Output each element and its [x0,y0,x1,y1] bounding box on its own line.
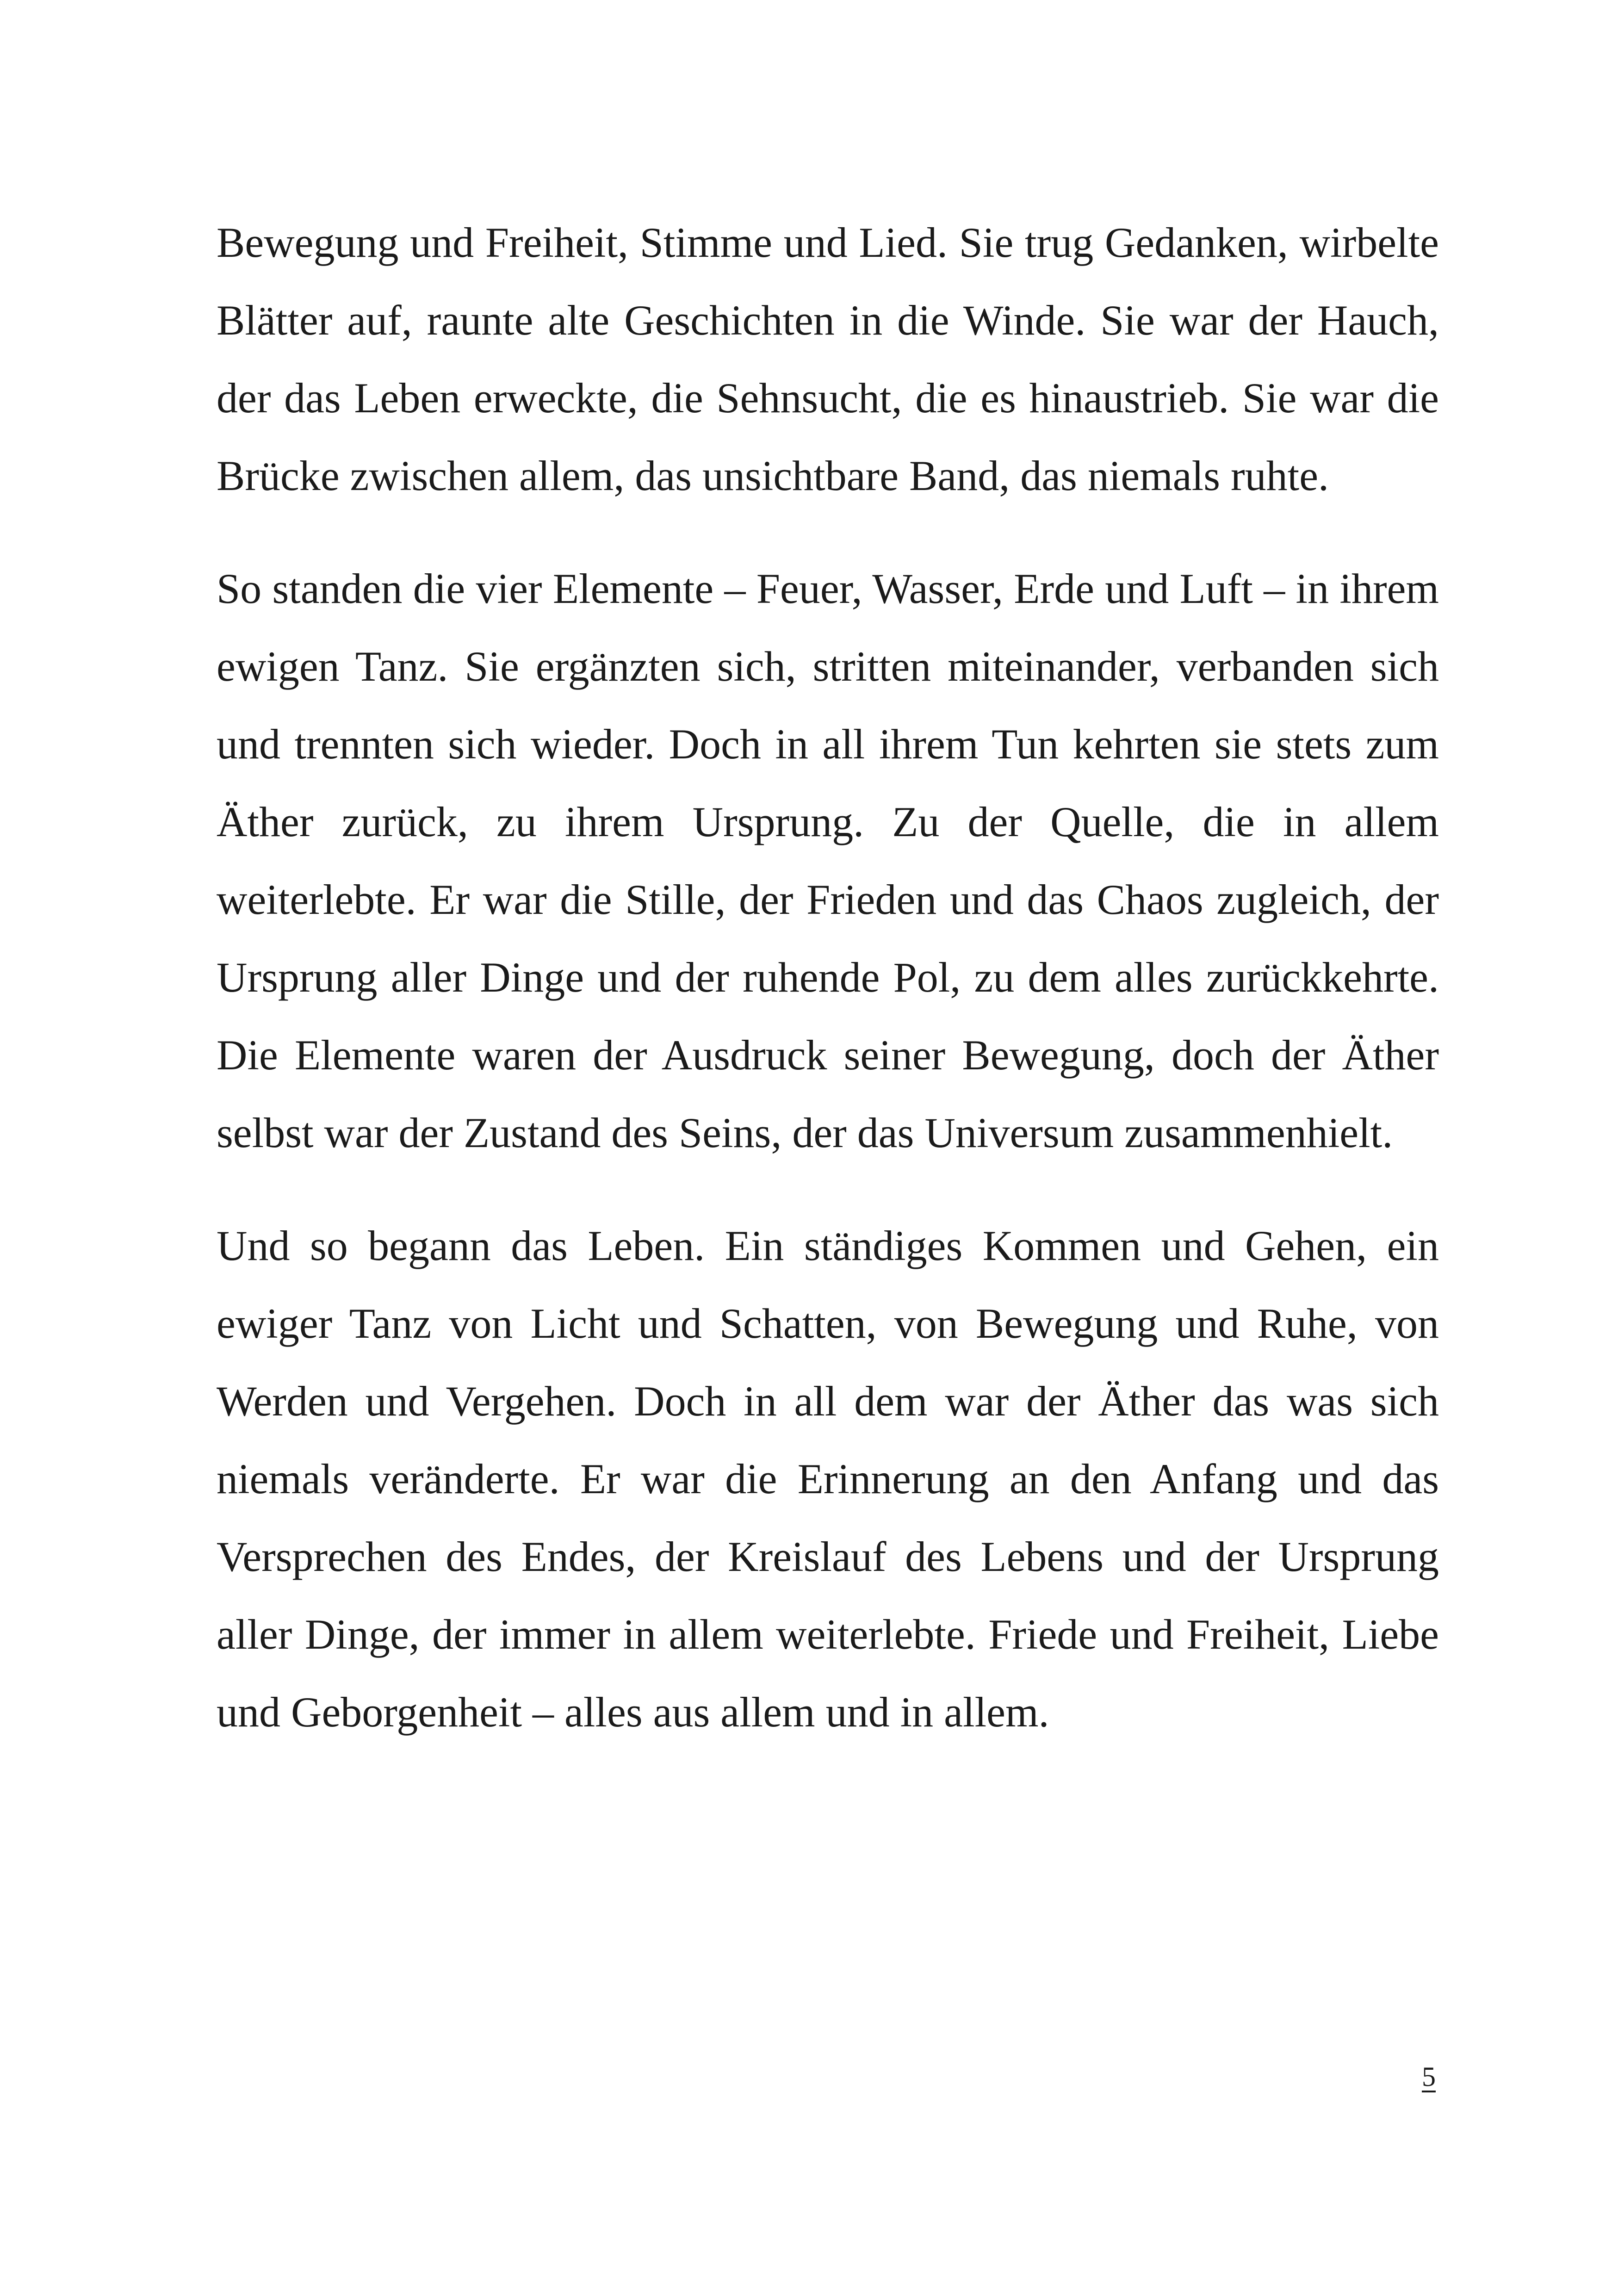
paragraph-3: Und so begann das Leben. Ein ständiges Kommen und Gehen, ein ewiger Tanz von Licht und Schatten, von Bewegung und Ruhe, von Werden und Vergehen. Doch in all dem war der Äther das was sich niemals veränderte. Er war die Erinnerung an den Anfang und das Versprechen des Endes, der Kreislauf des Lebens und der Ursprung aller Dinge, der immer in allem weiterlebte. Friede und Freiheit, Liebe und Geborgenheit – alles aus allem und in allem. [217,1222,1439,1736]
paragraph-1: Bewegung und Freiheit, Stimme und Lied. Sie trug Gedanken, wirbelte Blätter auf, raunte alte Geschichten in die Winde. Sie war der Hauch, der das Leben erweckte, die Sehnsucht, die es hinaustrieb. Sie war die Brücke zwischen allem, das unsichtbare Band, das niemals ruhte. [217,219,1439,499]
paragraph-2: So standen die vier Elemente – Feuer, Wasser, Erde und Luft – in ihrem ewigen Tanz. Sie ergänzten sich, stritten miteinander, verbanden sich und trennten sich wieder. Doch in all ihrem Tun kehrten sie stets zum Äther zurück, zu ihrem Ursprung. Zu der Quelle, die in allem weiterlebte. Er war die Stille, der Frieden und das Chaos zugleich, der Ursprung aller Dinge und der ruhende Pol, zu dem alles zurückkehrte. Die Elemente waren der Ausdruck seiner Bewegung, doch der Äther selbst war der Zustand des Seins, der das Universum zusammenhielt. [217,565,1439,1156]
body-text [217,204,1439,1751]
page-number: 5 [1422,2061,1436,2092]
